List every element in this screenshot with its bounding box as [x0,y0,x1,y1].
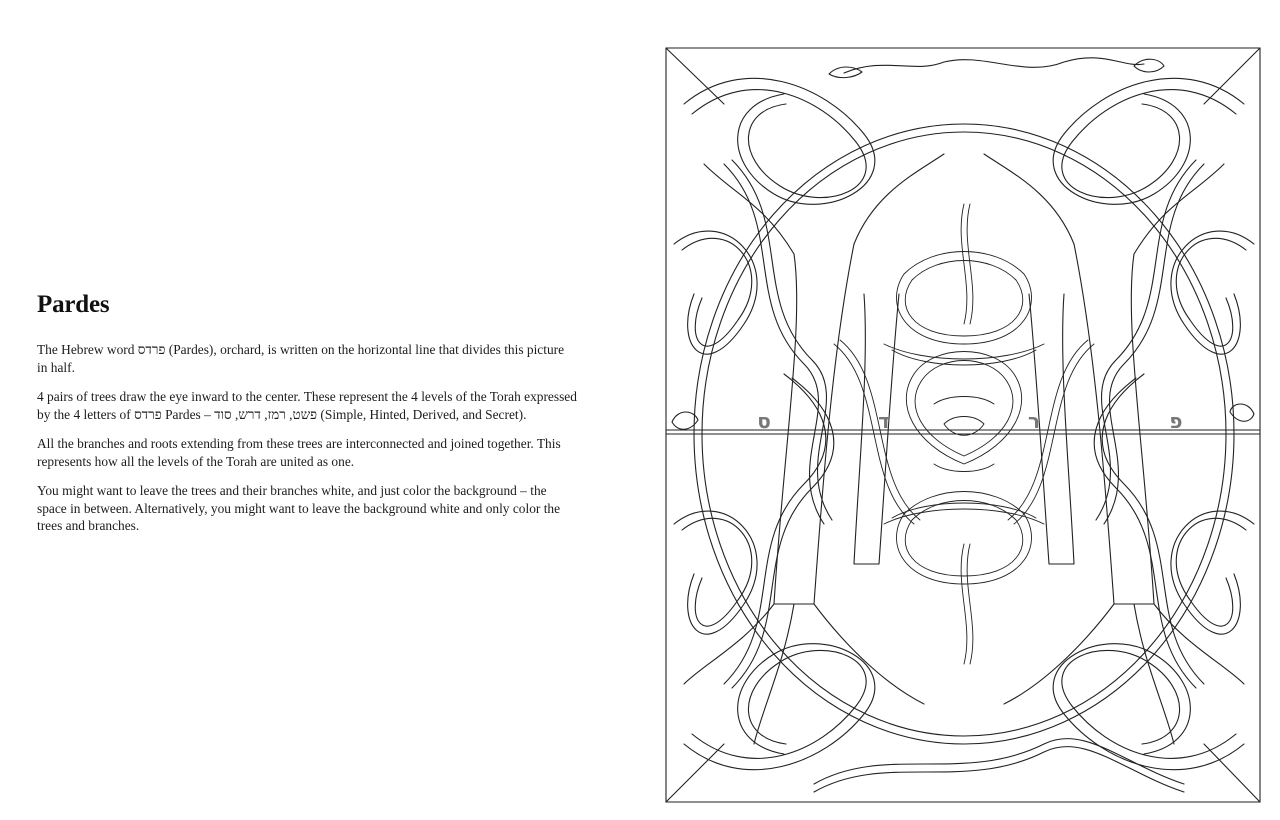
letter-pe: פ [1169,409,1183,433]
right-page [640,0,1280,820]
interlaced-trees-illustration [664,44,1264,806]
paragraph-coloring-tip: You might want to leave the trees and their branches white, and just color the background – the space in between. Alternatively, you might want to leave the background white and only color the trees and branches. [37,483,561,533]
paragraph-branches: All the branches and roots extending from these trees are interconnected and joined together. This represents how all the levels of the Torah are united as one. [37,436,561,469]
page-title: Pardes [37,291,110,318]
paragraph-trees: 4 pairs of trees draw the eye inward to the center. These represent the 4 levels of the Torah expressed by the 4 letters of פרדס Pardes – פשט, רמז, דרש, סוד (Simple, Hinted, Derived, and Secret). [37,389,577,422]
text-block [37,291,577,547]
letter-samekh: ס [757,409,771,433]
illustration [664,44,1264,806]
tree-trunks [684,154,1244,744]
paragraph-intro: The Hebrew word פרדס (Pardes), orchard, is written on the horizontal line that divides this picture in half. [37,342,565,375]
letter-dalet: ד [878,409,890,433]
hebrew-letters [757,409,1182,433]
letter-resh: ר [1027,409,1041,433]
